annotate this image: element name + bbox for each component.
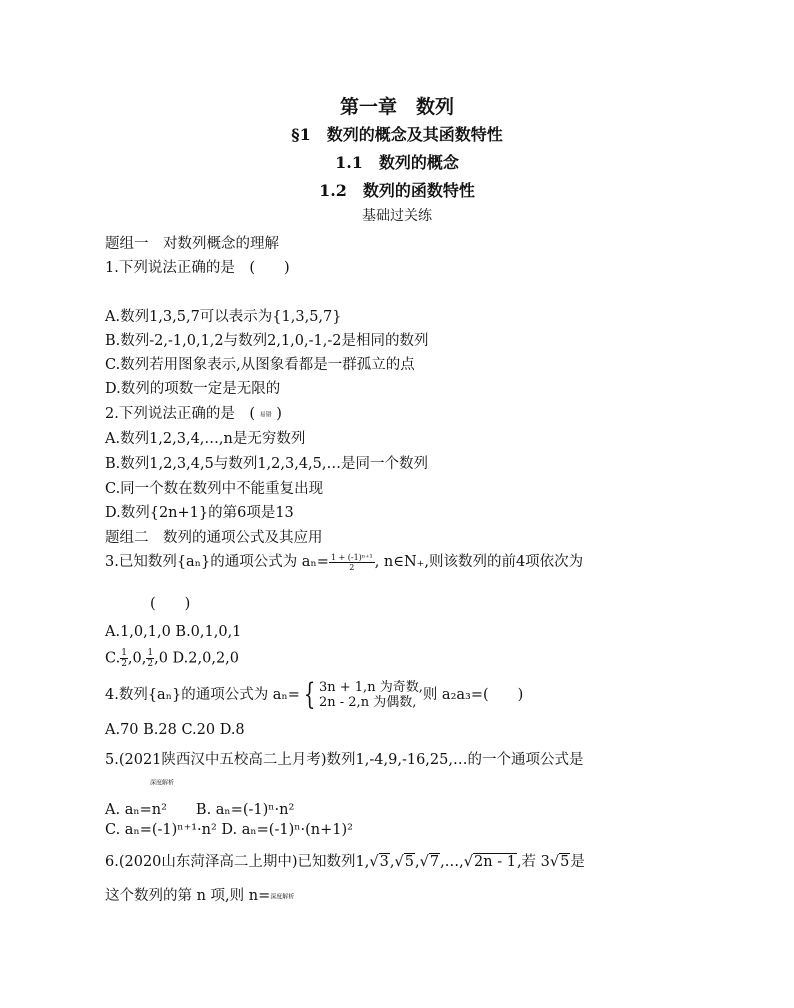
q4-stem bbox=[105, 677, 524, 712]
q4-case-2: 2n - 2,n 为偶数, bbox=[318, 695, 417, 710]
q3-half-1 bbox=[120, 648, 128, 669]
q6-stem-end: 是 bbox=[570, 854, 585, 870]
q2-stem bbox=[105, 402, 282, 423]
q2-stem-end: ) bbox=[276, 406, 282, 422]
q4-stem-pre: 4.数列{aₙ}的通项公式为 aₙ= bbox=[105, 687, 300, 703]
q1-option-a: A.数列1,3,5,7可以表示为{1,3,5,7} bbox=[105, 309, 342, 325]
q6-line-2-text: 这个数列的第 n 项,则 n= bbox=[105, 888, 271, 904]
q3-stem-pre: 3.已知数列{aₙ}的通项公式为 aₙ= bbox=[105, 554, 329, 570]
q6-sqrt-3: √3 bbox=[369, 854, 389, 870]
q6-line-2 bbox=[105, 884, 294, 905]
q6-stem: 6.(2020山东菏泽高二上期中)已知数列1,√3,√5,√7,…,√2n - 1,若 3√5是 bbox=[105, 854, 585, 870]
q3-options-ab: A.1,0,1,0 B.0,1,0,1 bbox=[105, 624, 242, 640]
q5-method-tag: 深度解析 bbox=[150, 779, 175, 787]
q6-stem-pre: 6.(2020山东菏泽高二上期中)已知数列1, bbox=[105, 854, 370, 870]
easy-tag: 易错 bbox=[259, 411, 272, 419]
q5-options-ab: A. aₙ=n² B. aₙ=(-1)ⁿ·n² bbox=[105, 802, 295, 818]
q1-option-d: D.数列的项数一定是无限的 bbox=[105, 381, 281, 397]
q6-stem-post: ,若 3 bbox=[516, 854, 550, 870]
q3-half-2-num: 1 bbox=[147, 648, 154, 658]
q3-half-2 bbox=[146, 648, 154, 669]
q6-sqrt-5: √5 bbox=[394, 854, 414, 870]
q6-method-tag: 深度解析 bbox=[270, 893, 295, 901]
q3-formula-fraction bbox=[329, 553, 375, 572]
q2-stem-text: 2.下列说法正确的是 ( bbox=[105, 406, 255, 422]
q4-brace: { bbox=[303, 677, 316, 712]
q2-option-c: C.同一个数在数列中不能重复出现 bbox=[105, 481, 324, 497]
q3-c-pre: C. bbox=[105, 650, 121, 667]
q4-options: A.70 B.28 C.20 D.8 bbox=[105, 722, 245, 738]
q5-stem: 5.(2021陕西汉中五校高二上月考)数列1,-4,9,-16,25,…的一个通项公式是 bbox=[105, 752, 584, 768]
q6-sqrt-7: √7 bbox=[419, 854, 440, 870]
q3-c-post: ,0 D.2,0,2,0 bbox=[154, 650, 239, 667]
q3-frac-numerator: 1 + (-1)ⁿ⁺¹ bbox=[330, 552, 373, 562]
group-1-heading: 题组一 对数列概念的理解 bbox=[105, 236, 279, 252]
q6-sqrt-5-b: √5 bbox=[549, 854, 570, 870]
q3-half-2-den: 2 bbox=[147, 659, 154, 669]
q3-c-mid: ,0, bbox=[127, 650, 147, 667]
q3-options-cd bbox=[105, 648, 239, 669]
q3-stem-post: , n∈N₊,则该数列的前4项依次为 bbox=[374, 554, 584, 570]
q4-case-1: 3n + 1,n 为奇数, bbox=[318, 680, 423, 695]
practice-label: 基础过关练 bbox=[362, 208, 432, 224]
subsection-title-1: 1.1 数列的概念 bbox=[335, 153, 459, 172]
q3-half-1-den: 2 bbox=[121, 659, 127, 669]
subsection-title-2: 1.2 数列的函数特性 bbox=[319, 181, 475, 200]
group-2-heading: 题组二 数列的通项公式及其应用 bbox=[105, 530, 323, 546]
q3-stem bbox=[105, 550, 583, 572]
q4-cases bbox=[319, 680, 423, 710]
q4-stem-post: 则 a₂a₃=( ) bbox=[422, 687, 524, 703]
q3-paren: ( ) bbox=[150, 596, 191, 612]
q6-stem-mid: ,…, bbox=[440, 854, 464, 870]
chapter-title: 第一章 数列 bbox=[339, 96, 454, 118]
q3-frac-denominator: 2 bbox=[349, 562, 355, 572]
q5-options-cd: C. aₙ=(-1)ⁿ⁺¹·n² D. aₙ=(-1)ⁿ·(n+1)² bbox=[105, 822, 353, 838]
q1-option-b: B.数列-2,-1,0,1,2与数列2,1,0,-1,-2是相同的数列 bbox=[105, 333, 429, 349]
q2-option-b: B.数列1,2,3,4,5与数列1,2,3,4,5,…是同一个数列 bbox=[105, 456, 428, 472]
q5-tag-line bbox=[150, 774, 174, 790]
q1-option-c: C.数列若用图象表示,从图象看都是一群孤立的点 bbox=[105, 357, 415, 373]
q3-half-1-num: 1 bbox=[121, 648, 127, 658]
q2-option-d: D.数列{2n+1}的第6项是13 bbox=[105, 505, 294, 521]
q2-option-a: A.数列1,2,3,4,…,n是无穷数列 bbox=[105, 431, 306, 447]
q1-stem: 1.下列说法正确的是 ( ) bbox=[105, 260, 290, 276]
section-title: §1 数列的概念及其函数特性 bbox=[291, 125, 503, 144]
q6-sqrt-2n-1: √2n - 1 bbox=[463, 854, 516, 870]
